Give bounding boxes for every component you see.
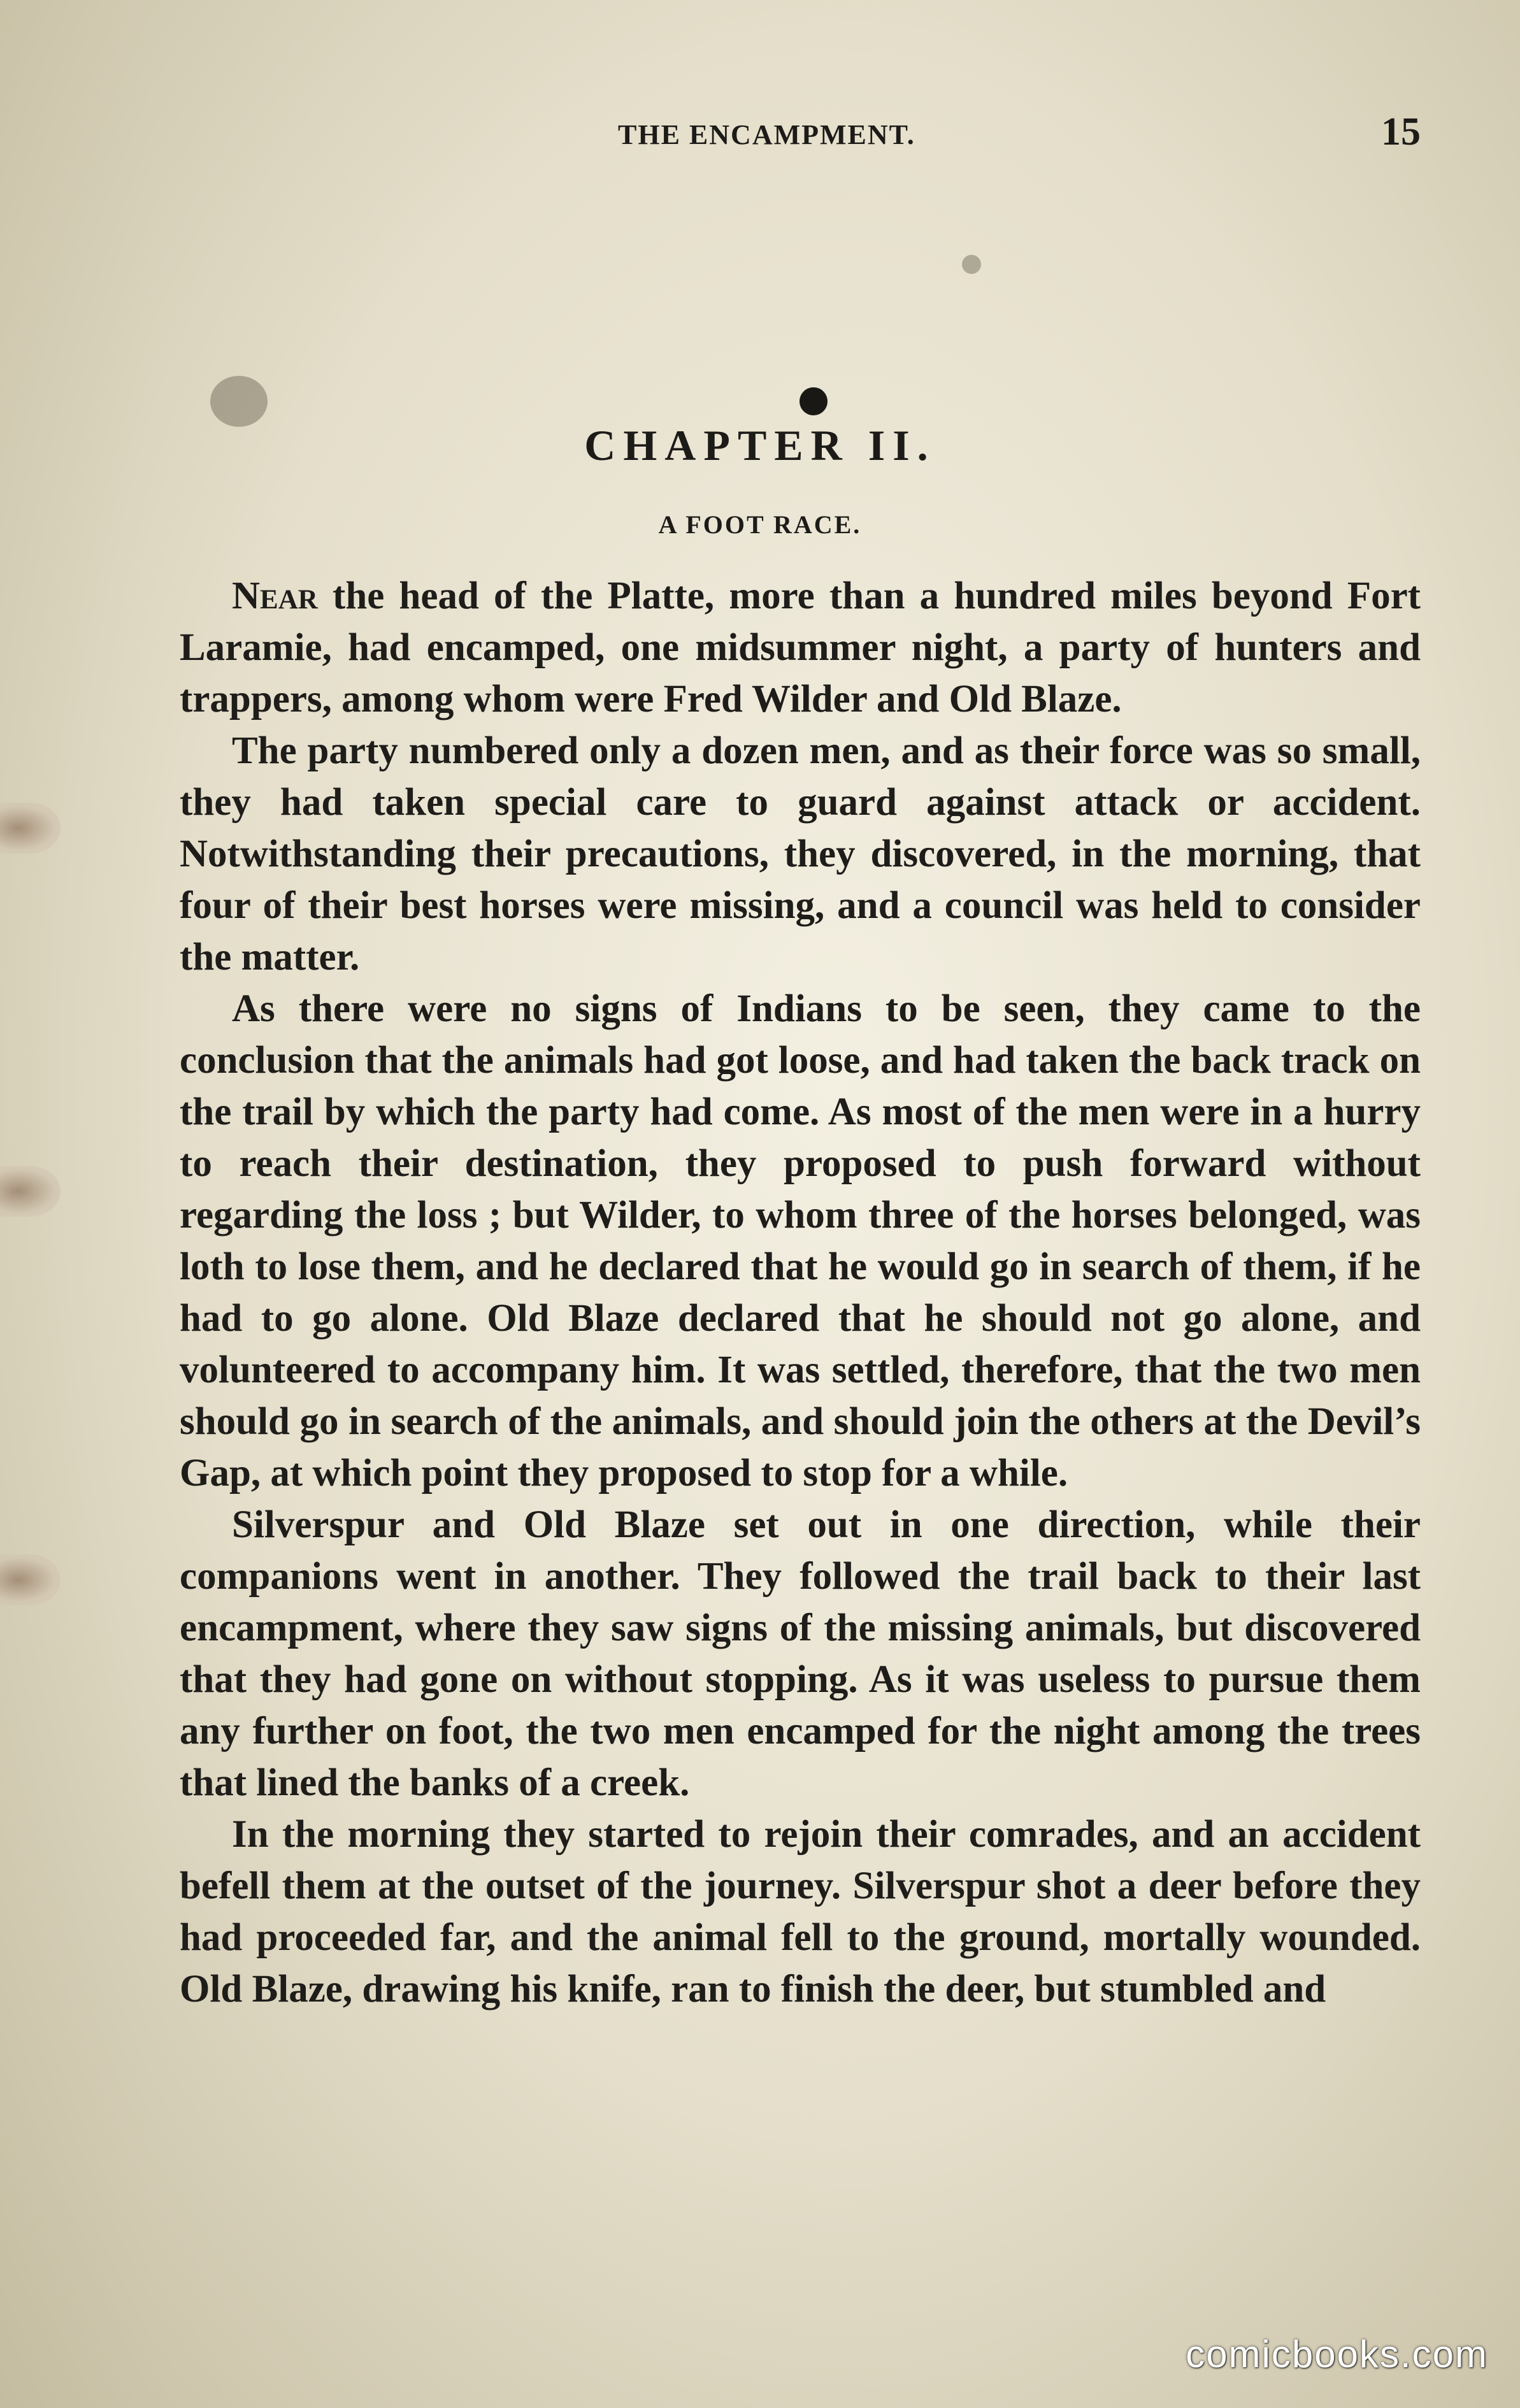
paragraph xyxy=(180,725,1421,983)
body-text xyxy=(180,570,1421,2015)
binding-hole xyxy=(0,803,61,854)
paragraph xyxy=(180,983,1421,1499)
paragraph-text: As there were no signs of Indians to be seen, they came to the conclusion that the animals had got loose, and had taken the back track on the trail by which the party had come. As most of the men were in a hurry to reach their destination, they proposed to push forward without regarding the loss ; but Wilder, to whom three of the horses belonged, was loth to lose them, and he declared that he would go in search of them, if he had to go alone. Old Blaze declared that he should not go alone, and volunteered to accompany him. It was settled, therefore, that the two men should go in search of the animals, and should join the others at the Devil’s Gap, at which point they proposed to stop for a while. xyxy=(180,987,1421,1494)
paragraph xyxy=(180,1809,1421,2015)
binding-hole xyxy=(0,1554,61,1605)
chapter-title: CHAPTER II. xyxy=(584,421,936,469)
paragraph-text: the head of the Platte, more than a hundred miles beyond Fort Laramie, had encamped, one midsummer night, a party of hunters and trappers, among whom were Fred Wilder and Old Blaze. xyxy=(180,575,1421,720)
paragraph-text: Silverspur and Old Blaze set out in one direction, while their companions went in another. They followed the trail back to their last encampment, where they saw signs of the missing animals, but discovered that they had gone on without stopping. As it was useless to pursue them any further on foot, the two men encamped for the night among the trees that lined the banks of a creek. xyxy=(180,1503,1421,1804)
page-number: 15 xyxy=(1381,110,1421,154)
stain xyxy=(210,376,268,427)
paragraph-text: In the morning they started to rejoin their comrades, and an accident befell them at the outset of the journey. Silverspur shot a deer before they had proceeded far, and the animal fell to the ground, mortally wounded. Old Blaze, drawing his knife, ran to finish the deer, but stumbled and xyxy=(180,1813,1421,2010)
paragraph xyxy=(180,570,1421,725)
running-head: THE ENCAMPMENT. xyxy=(618,119,915,150)
page-header xyxy=(178,110,1421,158)
paragraph xyxy=(180,1499,1421,1809)
stain xyxy=(962,255,981,274)
paragraph-lead-word: Near xyxy=(232,575,318,617)
chapter-subtitle: A FOOT RACE. xyxy=(658,510,862,539)
watermark-logo: comicbooks.com xyxy=(1186,2333,1488,2376)
ink-blot xyxy=(799,387,828,415)
binding-hole xyxy=(0,1166,61,1217)
paragraph-text: The party numbered only a dozen men, and as their force was so small, they had taken special care to guard against attack or accident. Notwithstanding their precautions, they discovered, in the morning, that four of their best horses were missing, and a council was held to consider the matter. xyxy=(180,729,1421,978)
